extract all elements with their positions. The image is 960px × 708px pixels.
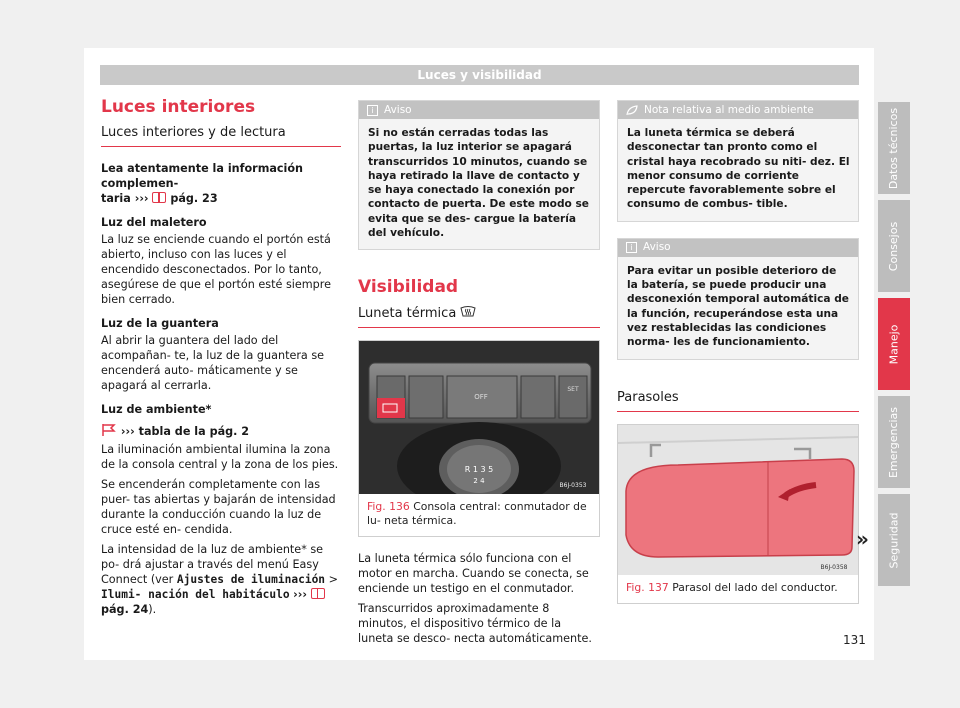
gear-labels-2: 2 4 [473,477,485,486]
off-label: OFF [474,393,488,402]
subsection-title: Luces interiores y de lectura [101,125,341,147]
ambiente-heading: Luz de ambiente* [101,403,212,416]
aviso-box-2-header: i Aviso [618,239,858,257]
info-icon: i [367,105,378,116]
rear-defroster-icon [460,305,476,318]
aviso-box-text: Si no están cerradas todas las puertas, la luz interior se apagará transcurridos 10 minutos, cuando se haya retirado la llave de contacto y se haya conectado la conexión por contacto de puerta. De este modo se evita que se des- cargue la batería del vehículo. [368,127,589,240]
gear-labels: R 1 3 5 [464,465,494,475]
ambiente-page-ref[interactable]: tabla de la pág. 2 [138,425,250,438]
intro-page-ref[interactable]: pág. 23 [170,192,218,205]
guantera-heading: Luz de la guantera [101,317,219,330]
tab-seguridad[interactable]: Seguridad [878,494,910,586]
running-header: Luces y visibilidad [100,65,859,85]
set-label: SET [567,386,579,394]
tab-consejos[interactable]: Consejos [878,200,910,292]
continue-arrow: » [856,527,869,551]
maletero-heading: Luz del maletero [101,216,207,229]
book-icon [152,192,166,203]
table-reference-icon [101,423,117,437]
leaf-icon [626,105,638,116]
nota-box [617,100,859,222]
luneta-text-2: Transcurridos aproximadamente 8 minutos, el dispositivo térmico de la luneta se desco- necta automáticamente. [358,602,592,646]
tab-manejo[interactable]: Manejo [878,298,910,390]
tab-emergencias[interactable]: Emergencias [878,396,910,488]
figure-code: B6J-0353 [559,482,587,490]
column-middle [358,100,600,655]
aviso-box-2-text: Para evitar un posible deterioro de la batería, se puede producir una desconexión temporal automática de la función, recuperándose esta una vez restablecidas las condiciones norma- les de funcionamiento. [627,264,849,349]
console-image [359,341,599,494]
sun-visor-image [618,425,858,575]
intro-paragraph: Lea atentamente la información complemen- taria ››› pág. 23 [101,162,304,205]
ambiente-ref-line: ››› tabla de la pág. 2 [101,423,341,439]
ambiente-text-3: La intensidad de la luz de ambiente* se po- drá ajustar a través del menú Easy Connect (ver Ajustes de iluminación > Ilumi- nación del habitáculo ››› pág. 24). [101,543,338,616]
section-title-visibilidad: Visibilidad [358,277,459,298]
ambiente-text-2: Se encenderán completamente con las puer- tas abiertas y bajarán de intensidad durante la conducción cuando la luz de cruce esté en- cendida. [101,478,336,536]
aviso-box [358,100,600,250]
figure-caption: Fig. 136 Consola central: conmutador de lu- neta térmica. [367,500,587,528]
aviso-box-2 [617,238,859,360]
figure-137 [617,424,859,604]
subsection-luneta: Luneta térmica [358,305,600,328]
ambiente-page-ref-2[interactable]: pág. 24 [101,603,149,616]
luneta-text-1: La luneta térmica sólo funciona con el motor en marcha. Cuando se conecta, se enciende un testigo en el conmutador. [358,552,589,596]
nota-box-text: La luneta térmica se deberá desconectar tan pronto como el cristal haya recobrado su niti- dez. El menor consumo de corriente repercute favorablemente sobre el consumo de combus- tible. [627,127,850,211]
section-title: Luces interiores [101,97,256,117]
aviso-box-header: i Aviso [359,101,599,119]
menu-path-1: Ajustes de iluminación [176,573,326,586]
guantera-text: Al abrir la guantera del lado del acompañan- te, la luz de la guantera se encenderá auto- máticamente y se apagará al cerrarla. [101,334,325,392]
menu-path-2: Ilumi- nación del habitáculo [101,588,290,601]
column-right [617,100,859,604]
maletero-text: La luz se enciende cuando el portón está abierto, incluso con las luces y el encendido desconectados. Por lo tanto, asegúrese de que el portón esté siempre bien cerrado. [101,233,331,306]
figure-136 [358,340,600,537]
page-number: 131 [843,633,866,647]
column-left [101,97,341,626]
tab-datos-tecnicos[interactable]: Datos técnicos [878,102,910,194]
info-icon: i [626,242,637,253]
subsection-parasoles: Parasoles [617,390,859,412]
figure-code: B6J-0358 [820,563,848,571]
figure-caption: Fig. 137 Parasol del lado del conductor. [626,580,838,594]
ambiente-text-1: La iluminación ambiental ilumina la zona de la consola central y la zona de los pies. [101,443,339,471]
book-icon [311,588,325,599]
nota-box-header: Nota relativa al medio ambiente [618,101,858,119]
